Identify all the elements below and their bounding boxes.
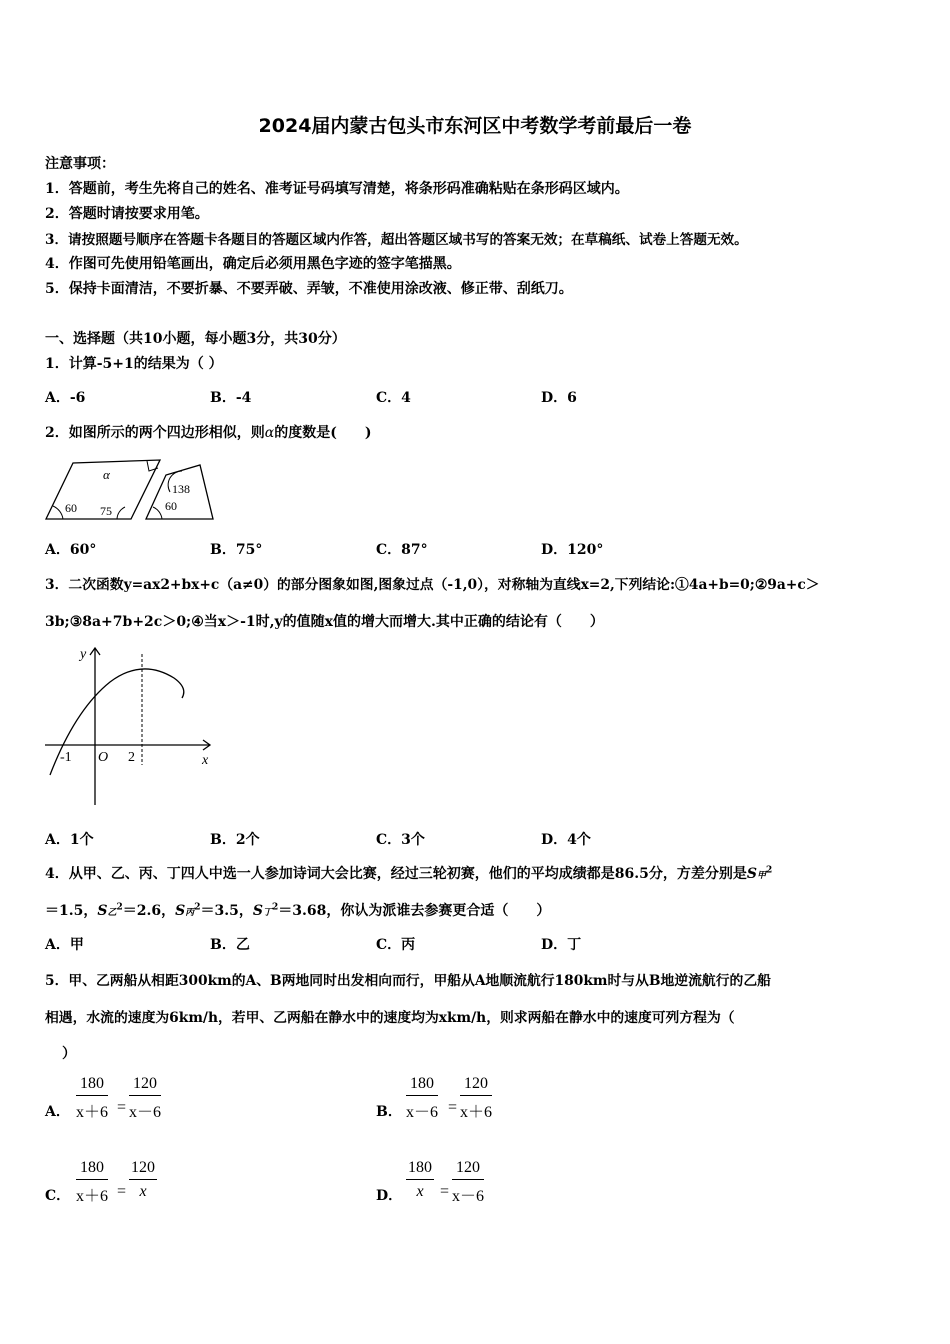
q2-option-b: B．75° [210,542,263,558]
q5-option-a-eq: = [117,1099,127,1116]
q5-option-c-frac2: $\frac{120}{x}$ [131,1159,155,1200]
q3-tick-2: 2 [128,750,135,765]
q2-option-c: C．87° [376,542,428,558]
q2-quadrilaterals-figure [43,455,223,525]
q4-stem-line1: 4．从甲、乙、丙、丁四人中选一人参加诗词大会比赛，经过三轮初赛，他们的平均成绩都是86.5分，方差分别是S甲$^2$ [45,865,773,882]
q2-angle-75-label: 75 [100,504,112,518]
q4-option-d: D．丁 [541,937,582,953]
q5-option-d-frac2: $\frac{120}{x-6}$ [452,1159,485,1205]
notice-item-1: 1．答题前，考生先将自己的姓名、准考证号码填写清楚，将条形码准确粘贴在条形码区域内。 [45,181,629,197]
section-heading: 一、选择题（共10小题，每小题3分，共30分） [45,331,346,347]
q5-option-d-frac1: $\frac{180}{x}$ [408,1159,432,1200]
q5-option-c-eq: = [117,1183,127,1200]
q4-stem-line2: ＝1.5，S乙$^2$＝2.6，S丙$^2$＝3.5，S丁$^2$＝3.68，你认为派谁去参赛更合适（ ） [45,902,551,919]
q5-option-b-eq: = [448,1099,458,1116]
q3-stem-line2: 3b;③8a+7b+2c＞0;④当x＞-1时,y的值随x值的增大而增大.其中正确的结论有（ ） [45,614,604,630]
q1-option-c: C．4 [376,390,411,406]
q2-angle-138-label: 138 [172,482,190,496]
q5-option-a-frac2: $\frac{120}{x-6}$ [129,1075,162,1121]
q3-option-d: D．4个 [541,832,591,848]
q2-stem: 2．如图所示的两个四边形相似，则α的度数是( ) [45,425,372,441]
q3-y-axis-label: y [80,647,87,662]
q5-stem-line1: 5．甲、乙两船从相距300km的A、B两地同时出发相向而行，甲船从A地顺流航行180km时与从B地逆流航行的乙船 [45,973,771,989]
q4-option-a: A．甲 [45,937,84,953]
q5-option-b-frac1: $\frac{180}{x-6}$ [406,1075,439,1121]
notice-item-5: 5．保持卡面清洁，不要折暴、不要弄破、弄皱，不准使用涂改液、修正带、刮纸刀。 [45,281,573,297]
q5-option-c-label: C． [45,1188,71,1204]
q1-option-d: D．6 [541,390,577,406]
q5-option-c-frac1: $\frac{180}{x+6}$ [76,1159,109,1205]
q4-option-c: C．丙 [376,937,416,953]
q1-stem: 1．计算-5+1的结果为（ ） [45,356,223,372]
q3-option-c: C．3个 [376,832,425,848]
q5-stem-line2: 相遇，水流的速度为6km/h，若甲、乙两船在静水中的速度均为xkm/h，则求两船在静水中的速度可列方程为（ [45,1010,735,1026]
q3-origin-label: O [98,750,109,765]
q3-tick-neg1: -1 [60,750,72,765]
q5-option-b-label: B． [376,1104,402,1120]
q1-option-a: A．-6 [45,390,86,406]
q5-option-d-label: D． [376,1188,403,1204]
q3-option-a: A．1个 [45,832,94,848]
q4-option-b: B．乙 [210,937,250,953]
q3-parabola-graph [40,640,225,815]
q3-x-axis-label: x [202,753,209,768]
q2-option-d: D．120° [541,542,604,558]
q3-option-b: B．2个 [210,832,260,848]
notice-item-2: 2．答题时请按要求用笔。 [45,206,209,222]
q5-option-a-frac1: $\frac{180}{x+6}$ [76,1075,109,1121]
notice-item-3: 3．请按照题号顺序在答题卡各题目的答题区域内作答，超出答题区域书写的答案无效；在草稿纸、试卷上答题无效。 [45,232,748,248]
q5-stem-line3: ） [62,1046,76,1062]
q1-option-b: B．-4 [210,390,252,406]
q2-angle-60-label: 60 [65,501,77,515]
page-title: 2024届内蒙古包头市东河区中考数学考前最后一卷 [258,115,692,137]
q2-option-a: A．60° [45,542,97,558]
q2-angle-60b-label: 60 [165,499,177,513]
q5-option-b-frac2: $\frac{120}{x+6}$ [460,1075,493,1121]
notice-heading: 注意事项： [45,156,115,172]
q2-alpha-label: α [103,467,110,482]
q3-stem-line1: 3．二次函数y=ax2+bx+c（a≠0）的部分图象如图,图象过点（-1,0），对称轴为直线x=2,下列结论:①4a+b=0;②9a+c＞ [45,577,820,593]
q5-option-a-label: A． [45,1104,70,1120]
q5-option-d-eq: = [440,1183,450,1200]
notice-item-4: 4．作图可先使用铅笔画出，确定后必须用黑色字迹的签字笔描黑。 [45,256,461,272]
